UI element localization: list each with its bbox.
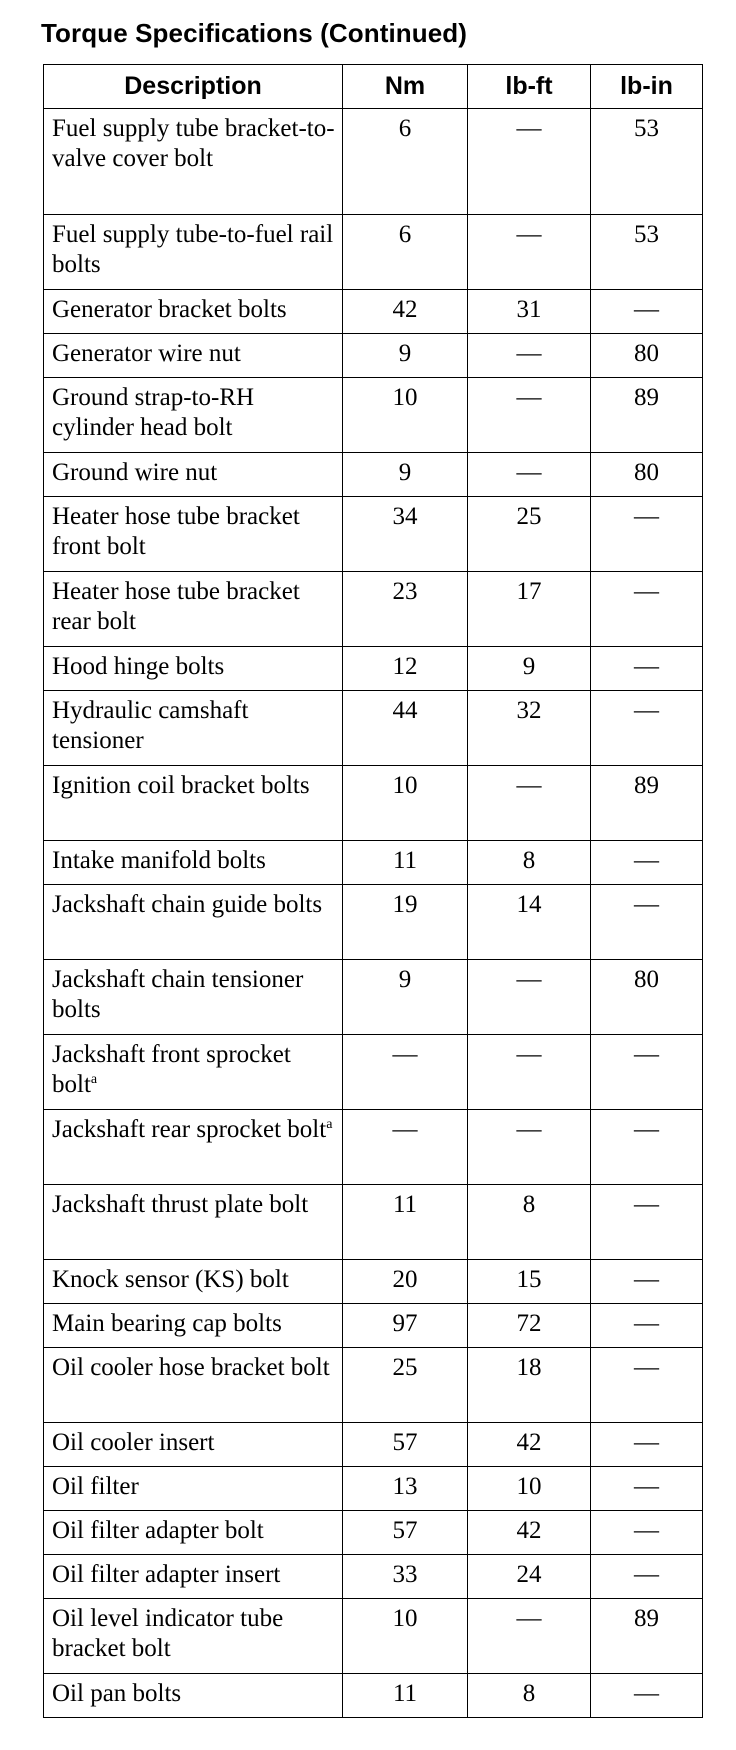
- cell-lb-ft: —: [468, 334, 591, 378]
- table-row: [44, 1348, 703, 1423]
- cell-lb-ft: —: [468, 378, 591, 453]
- cell-lb-in: —: [591, 841, 703, 885]
- cell-nm: 9: [343, 960, 468, 1035]
- cell-lb-ft: —: [468, 1599, 591, 1674]
- cell-lb-in: —: [591, 1423, 703, 1467]
- cell-lb-in: 80: [591, 334, 703, 378]
- table-row: [44, 1185, 703, 1260]
- cell-nm: —: [343, 1110, 468, 1185]
- description-text: Generator bracket bolts: [52, 296, 287, 323]
- description-text: Jackshaft front sprocket bolt: [52, 1041, 291, 1098]
- table-row: [44, 1511, 703, 1555]
- table-row: [44, 1467, 703, 1511]
- cell-nm: 9: [343, 453, 468, 497]
- description-text: Oil cooler insert: [52, 1429, 215, 1456]
- table-row: [44, 290, 703, 334]
- cell-lb-in: —: [591, 290, 703, 334]
- cell-description: [44, 1467, 343, 1511]
- cell-nm: 57: [343, 1511, 468, 1555]
- cell-nm: 20: [343, 1260, 468, 1304]
- cell-nm: 33: [343, 1555, 468, 1599]
- cell-description: [44, 1260, 343, 1304]
- cell-nm: 10: [343, 1599, 468, 1674]
- cell-description: [44, 1110, 343, 1185]
- table-row: [44, 1260, 703, 1304]
- cell-description: [44, 572, 343, 647]
- cell-lb-ft: 14: [468, 885, 591, 960]
- cell-nm: 42: [343, 290, 468, 334]
- cell-description: [44, 960, 343, 1035]
- cell-description: [44, 378, 343, 453]
- cell-lb-in: 80: [591, 960, 703, 1035]
- cell-lb-in: —: [591, 1035, 703, 1110]
- cell-lb-in: 89: [591, 766, 703, 841]
- description-text: Ground wire nut: [52, 459, 218, 486]
- table-row: [44, 841, 703, 885]
- description-text: Oil cooler hose bracket bolt: [52, 1354, 330, 1381]
- cell-lb-in: —: [591, 1304, 703, 1348]
- cell-lb-ft: 42: [468, 1511, 591, 1555]
- cell-lb-in: —: [591, 1185, 703, 1260]
- cell-lb-ft: —: [468, 766, 591, 841]
- description-text: Generator wire nut: [52, 340, 241, 367]
- table-row: [44, 215, 703, 290]
- description-text: Jackshaft rear sprocket bolt: [52, 1116, 327, 1143]
- cell-lb-in: —: [591, 1555, 703, 1599]
- description-text: Fuel supply tube-to-fuel rail bolts: [52, 221, 334, 278]
- table-row: [44, 334, 703, 378]
- cell-lb-ft: —: [468, 215, 591, 290]
- table-row: [44, 1423, 703, 1467]
- column-header-nm: Nm: [343, 65, 468, 109]
- column-header-lb-in: lb-in: [591, 65, 703, 109]
- cell-nm: 10: [343, 766, 468, 841]
- cell-nm: 44: [343, 691, 468, 766]
- cell-description: [44, 1348, 343, 1423]
- cell-lb-ft: 25: [468, 497, 591, 572]
- cell-nm: 57: [343, 1423, 468, 1467]
- cell-lb-in: —: [591, 1674, 703, 1718]
- torque-spec-table: [43, 64, 703, 1718]
- cell-lb-in: 89: [591, 378, 703, 453]
- cell-lb-ft: 17: [468, 572, 591, 647]
- cell-lb-in: —: [591, 1260, 703, 1304]
- table-row: [44, 691, 703, 766]
- description-text: Intake manifold bolts: [52, 847, 266, 874]
- cell-lb-in: —: [591, 1110, 703, 1185]
- column-header-description: Description: [44, 65, 343, 109]
- cell-description: [44, 841, 343, 885]
- cell-lb-ft: —: [468, 1035, 591, 1110]
- cell-description: [44, 1304, 343, 1348]
- table-row: [44, 497, 703, 572]
- description-text: Oil level indicator tube bracket bolt: [52, 1605, 284, 1662]
- table-row: [44, 109, 703, 215]
- cell-lb-in: —: [591, 691, 703, 766]
- table-row: [44, 1035, 703, 1110]
- cell-nm: 6: [343, 215, 468, 290]
- cell-description: [44, 1185, 343, 1260]
- cell-lb-in: —: [591, 1467, 703, 1511]
- description-text: Jackshaft chain tensioner bolts: [52, 966, 304, 1023]
- cell-lb-ft: 8: [468, 1674, 591, 1718]
- table-row: [44, 766, 703, 841]
- cell-lb-in: 53: [591, 215, 703, 290]
- description-text: Oil filter adapter insert: [52, 1561, 281, 1588]
- cell-description: [44, 334, 343, 378]
- cell-lb-ft: —: [468, 109, 591, 215]
- table-row: [44, 572, 703, 647]
- cell-description: [44, 109, 343, 215]
- cell-lb-ft: 32: [468, 691, 591, 766]
- cell-lb-in: —: [591, 647, 703, 691]
- cell-lb-in: —: [591, 572, 703, 647]
- description-text: Oil filter adapter bolt: [52, 1517, 264, 1544]
- cell-description: [44, 1511, 343, 1555]
- description-text: Hood hinge bolts: [52, 653, 225, 680]
- cell-nm: 97: [343, 1304, 468, 1348]
- cell-lb-ft: 8: [468, 1185, 591, 1260]
- cell-nm: 12: [343, 647, 468, 691]
- cell-lb-in: 53: [591, 109, 703, 215]
- description-text: Knock sensor (KS) bolt: [52, 1266, 289, 1293]
- table-row: [44, 1555, 703, 1599]
- cell-description: [44, 766, 343, 841]
- table-row: [44, 378, 703, 453]
- cell-nm: 11: [343, 841, 468, 885]
- description-text: Jackshaft chain guide bolts: [52, 891, 323, 918]
- cell-nm: 9: [343, 334, 468, 378]
- cell-nm: —: [343, 1035, 468, 1110]
- cell-description: [44, 290, 343, 334]
- cell-lb-in: 80: [591, 453, 703, 497]
- cell-nm: 19: [343, 885, 468, 960]
- table-row: [44, 885, 703, 960]
- cell-nm: 13: [343, 1467, 468, 1511]
- cell-lb-ft: 8: [468, 841, 591, 885]
- description-text: Heater hose tube bracket rear bolt: [52, 578, 300, 635]
- footnote-marker: a: [326, 1117, 333, 1132]
- table-row: [44, 960, 703, 1035]
- cell-lb-ft: —: [468, 960, 591, 1035]
- cell-lb-ft: 31: [468, 290, 591, 334]
- cell-description: [44, 453, 343, 497]
- description-text: Ignition coil bracket bolts: [52, 772, 310, 799]
- cell-lb-ft: 18: [468, 1348, 591, 1423]
- cell-description: [44, 1423, 343, 1467]
- description-text: Hydraulic camshaft tensioner: [52, 697, 249, 754]
- cell-lb-ft: 72: [468, 1304, 591, 1348]
- table-row: [44, 1110, 703, 1185]
- cell-nm: 10: [343, 378, 468, 453]
- column-header-lb-ft: lb-ft: [468, 65, 591, 109]
- cell-nm: 11: [343, 1185, 468, 1260]
- page-title: Torque Specifications (Continued): [41, 18, 468, 48]
- cell-description: [44, 1555, 343, 1599]
- cell-lb-ft: 9: [468, 647, 591, 691]
- cell-lb-ft: —: [468, 453, 591, 497]
- cell-lb-ft: —: [468, 1110, 591, 1185]
- footnote-marker: a: [90, 1072, 98, 1087]
- table-header-row: [44, 65, 703, 109]
- cell-lb-ft: 24: [468, 1555, 591, 1599]
- table-row: [44, 1674, 703, 1718]
- cell-nm: 25: [343, 1348, 468, 1423]
- cell-nm: 34: [343, 497, 468, 572]
- cell-description: [44, 885, 343, 960]
- cell-lb-ft: 15: [468, 1260, 591, 1304]
- cell-lb-ft: 42: [468, 1423, 591, 1467]
- description-text: Ground strap-to-RH cylinder head bolt: [52, 384, 255, 441]
- cell-description: [44, 1599, 343, 1674]
- cell-description: [44, 647, 343, 691]
- description-text: Oil pan bolts: [52, 1680, 182, 1707]
- cell-nm: 23: [343, 572, 468, 647]
- description-text: Heater hose tube bracket front bolt: [52, 503, 300, 560]
- description-text: Main bearing cap bolts: [52, 1310, 282, 1337]
- cell-lb-in: —: [591, 1511, 703, 1555]
- cell-lb-in: —: [591, 1348, 703, 1423]
- table-row: [44, 647, 703, 691]
- table-row: [44, 1304, 703, 1348]
- cell-lb-in: —: [591, 885, 703, 960]
- cell-lb-in: 89: [591, 1599, 703, 1674]
- cell-description: [44, 1035, 343, 1110]
- cell-lb-in: —: [591, 497, 703, 572]
- cell-nm: 11: [343, 1674, 468, 1718]
- description-text: Fuel supply tube bracket-to-valve cover bolt: [52, 115, 335, 172]
- cell-description: [44, 691, 343, 766]
- cell-description: [44, 497, 343, 572]
- table-row: [44, 453, 703, 497]
- cell-description: [44, 1674, 343, 1718]
- cell-lb-ft: 10: [468, 1467, 591, 1511]
- table-row: [44, 1599, 703, 1674]
- description-text: Jackshaft thrust plate bolt: [52, 1191, 309, 1218]
- description-text: Oil filter: [52, 1473, 139, 1500]
- cell-description: [44, 215, 343, 290]
- cell-nm: 6: [343, 109, 468, 215]
